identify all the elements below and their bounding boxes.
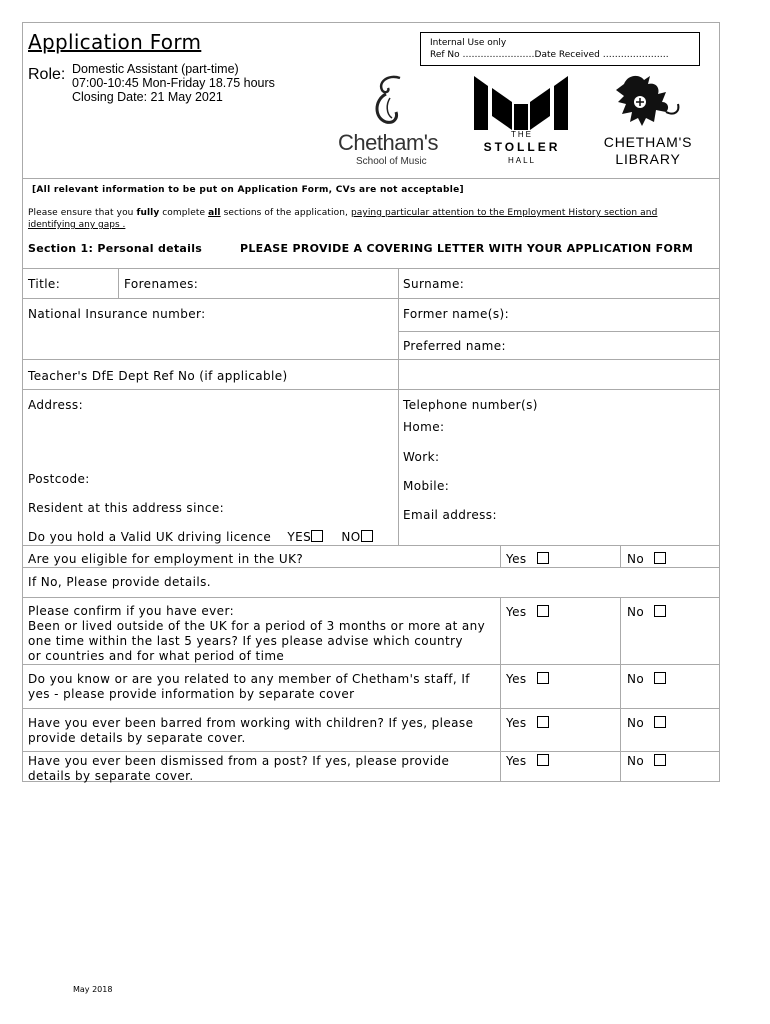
postcode-field[interactable]: Postcode: (28, 472, 90, 486)
related-no-checkbox[interactable] (654, 672, 666, 684)
barred-no[interactable] (627, 716, 666, 730)
preferred-name-field[interactable]: Preferred name: (403, 339, 506, 353)
notice-text: complete (159, 208, 209, 218)
question-line: or countries and for what period of time (28, 649, 285, 663)
no-label: No (627, 605, 645, 619)
divider (22, 389, 720, 390)
ensure-notice (28, 208, 708, 218)
yes-label: Yes (506, 605, 527, 619)
role-line: 07:00-10:45 Mon-Friday 18.75 hours (72, 76, 275, 90)
dismissed-question (28, 754, 449, 784)
yes-label: Yes (506, 754, 527, 768)
forenames-field[interactable]: Forenames: (124, 277, 199, 291)
library-line2: LIBRARY (615, 151, 681, 167)
eligible-yes[interactable] (506, 552, 549, 566)
divider (500, 597, 501, 782)
divider (22, 597, 720, 598)
divider (22, 708, 720, 709)
notice-text: sections of the application, (220, 208, 351, 218)
question-line: details by separate cover. (28, 769, 194, 783)
stoller-the: THE (511, 130, 533, 139)
abroad-no-checkbox[interactable] (654, 605, 666, 617)
divider (398, 268, 399, 545)
barred-yes[interactable] (506, 716, 549, 730)
barred-yes-checkbox[interactable] (537, 716, 549, 728)
former-names-field[interactable]: Former name(s): (403, 307, 510, 321)
eligible-yes-checkbox[interactable] (537, 552, 549, 564)
question-line: Do you know or are you related to any member of Chetham's staff, If (28, 672, 470, 686)
yes-label: Yes (506, 552, 527, 566)
title-field[interactable]: Title: (28, 277, 61, 291)
internal-use-box (420, 32, 700, 66)
ni-number-field[interactable]: National Insurance number: (28, 307, 206, 321)
chethams-subtitle: School of Music (356, 156, 427, 167)
divider (22, 567, 720, 568)
email-field[interactable]: Email address: (403, 508, 497, 522)
question-line: provide details by separate cover. (28, 731, 246, 745)
internal-ref-line: Ref No ……………………Date Received …………………. (430, 50, 669, 60)
abroad-yes[interactable] (506, 605, 549, 619)
notice-text: Please ensure that you (28, 208, 137, 218)
licence-yes-checkbox[interactable] (311, 530, 323, 542)
mobile-phone-field[interactable]: Mobile: (403, 479, 450, 493)
resident-since-field[interactable]: Resident at this address since: (28, 501, 225, 515)
chethams-name: Chetham's (338, 130, 438, 155)
question-line: one time within the last 5 years? If yes please advise which country (28, 634, 463, 648)
dfe-ref-field[interactable]: Teacher's DfE Dept Ref No (if applicable) (28, 369, 288, 383)
role-line: Domestic Assistant (part-time) (72, 62, 239, 76)
yes-label: Yes (506, 672, 527, 686)
role-line: Closing Date: 21 May 2021 (72, 90, 223, 104)
surname-field[interactable]: Surname: (403, 277, 465, 291)
question-line: Have you ever been dismissed from a post? If yes, please provide (28, 754, 450, 768)
chethams-emblem-icon (338, 72, 450, 132)
eligible-no-checkbox[interactable] (654, 552, 666, 564)
question-line: Please confirm if you have ever: (28, 604, 235, 618)
divider (22, 178, 720, 179)
no-label: No (627, 754, 645, 768)
licence-no-checkbox[interactable] (361, 530, 373, 542)
divider (22, 359, 720, 360)
divider (398, 331, 720, 332)
eligible-question: Are you eligible for employment in the UK? (28, 552, 304, 566)
no-label: No (627, 672, 645, 686)
driving-licence-row (28, 530, 373, 544)
library-line1: CHETHAM'S (603, 134, 693, 150)
divider (22, 664, 720, 665)
notice-underlined: paying particular attention to the Employment History section and (350, 208, 658, 218)
driving-licence-question: Do you hold a Valid UK driving licence (28, 530, 272, 544)
chethams-logo (338, 72, 450, 170)
licence-yes-label: YES (287, 530, 312, 544)
question-line: Been or lived outside of the UK for a period of 3 months or more at any (28, 619, 486, 633)
role-details (72, 62, 275, 104)
section1-heading: Section 1: Personal details (28, 242, 203, 255)
question-line: Have you ever been barred from working with children? If yes, please (28, 716, 474, 730)
divider (620, 597, 621, 782)
address-field[interactable]: Address: (28, 398, 84, 412)
divider (620, 545, 621, 567)
role-label: Role: (28, 66, 66, 83)
abroad-question (28, 604, 485, 664)
divider (22, 268, 720, 269)
no-label: No (627, 552, 645, 566)
related-no[interactable] (627, 672, 666, 686)
dismissed-yes-checkbox[interactable] (537, 754, 549, 766)
divider (22, 545, 720, 546)
divider (118, 268, 119, 298)
dismissed-no[interactable] (627, 754, 666, 768)
notice-fully: fully (136, 208, 160, 218)
if-no-details-field[interactable]: If No, Please provide details. (28, 575, 211, 589)
notice-all: all (208, 208, 221, 218)
licence-no-label: NO (341, 530, 361, 544)
divider (22, 298, 720, 299)
divider (500, 545, 501, 567)
dismissed-no-checkbox[interactable] (654, 754, 666, 766)
related-question (28, 672, 470, 702)
divider (22, 751, 720, 752)
work-phone-field[interactable]: Work: (403, 450, 440, 464)
stoller-name: STOLLER (483, 140, 561, 154)
covering-letter-notice: PLEASE PROVIDE A COVERING LETTER WITH YOUR APPLICATION FORM (240, 242, 694, 255)
griffin-crest-icon (594, 72, 704, 132)
abroad-no[interactable] (627, 605, 666, 619)
chethams-library-logo (594, 72, 704, 170)
barred-question (28, 716, 473, 746)
yes-label: Yes (506, 716, 527, 730)
ensure-notice-line2: identifying any gaps . (28, 220, 126, 230)
related-yes[interactable] (506, 672, 549, 686)
related-yes-checkbox[interactable] (537, 672, 549, 684)
telephone-label: Telephone number(s) (403, 398, 538, 412)
barred-no-checkbox[interactable] (654, 716, 666, 728)
no-label: No (627, 716, 645, 730)
footer-date: May 2018 (73, 985, 113, 994)
question-line: yes - please provide information by separate cover (28, 687, 355, 701)
eligible-no[interactable] (627, 552, 666, 566)
dismissed-yes[interactable] (506, 754, 549, 768)
form-title: Application Form (28, 30, 202, 54)
stoller-hall: HALL (507, 156, 536, 165)
home-phone-field[interactable]: Home: (403, 420, 445, 434)
stoller-hall-logo (472, 76, 572, 168)
abroad-yes-checkbox[interactable] (537, 605, 549, 617)
relevant-info-notice: [All relevant information to be put on Application Form, CVs are not acceptable] (32, 185, 464, 195)
stoller-hall-emblem-icon (472, 76, 572, 130)
internal-use-label: Internal Use only (430, 38, 507, 48)
